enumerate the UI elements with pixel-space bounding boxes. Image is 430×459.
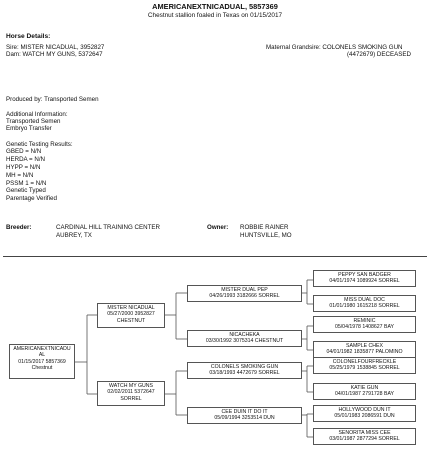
horse-date-reg: 01/01/1980 1615218 SORREL bbox=[329, 303, 400, 310]
pedigree-dam-sire bbox=[187, 362, 302, 379]
genetic-result: Genetic Typed bbox=[6, 187, 46, 194]
horse-subtitle: Chestnut stallion foaled in Texas on 01/15/2017 bbox=[147, 12, 283, 19]
horse-name: COLONELS SMOKING GUN bbox=[210, 364, 279, 370]
pedigree-great-grandparent bbox=[313, 405, 416, 422]
breeder-location: AUBREY, TX bbox=[56, 232, 92, 239]
pedigree-sire-sire bbox=[187, 285, 302, 302]
horse-name: REMINIC bbox=[353, 318, 376, 324]
horse-date-reg: 05/01/1983 2086591 DUN bbox=[334, 413, 395, 420]
owner-label: Owner: bbox=[207, 224, 229, 231]
pedigree-great-grandparent bbox=[313, 341, 416, 358]
horse-name: HOLLYWOOD DUN IT bbox=[338, 407, 391, 413]
pedigree-great-grandparent bbox=[313, 316, 416, 333]
additional-info-heading: Additional Information: bbox=[6, 111, 68, 118]
horse-date-reg: 03/01/1987 2877294 SORREL bbox=[329, 436, 400, 443]
pedigree-subject bbox=[9, 344, 75, 379]
horse-name: NICACHEKA bbox=[229, 332, 260, 338]
pedigree-great-grandparent bbox=[313, 428, 416, 445]
horse-date-reg: 05/09/1994 3253514 DUN bbox=[214, 415, 275, 422]
horse-name: WATCH MY GUNS bbox=[109, 383, 153, 389]
horse-color: SORREL bbox=[120, 395, 142, 402]
horse-name-cont: AL bbox=[38, 352, 46, 359]
horse-name: KATIE GUN bbox=[350, 385, 379, 391]
horse-date-reg: 04/26/1993 3182666 SORREL bbox=[209, 293, 280, 300]
maternal-grandsire-line: Maternal Grandsire: COLONELS SMOKING GUN bbox=[266, 44, 403, 51]
horse-date-reg: 05/04/1978 1408627 BAY bbox=[334, 324, 395, 331]
horse-date-reg: 02/02/2011 5372647 bbox=[107, 389, 155, 396]
owner-location: HUNTSVILLE, MO bbox=[240, 232, 292, 239]
additional-info-item: Transported Semen bbox=[6, 118, 61, 125]
genetic-testing-heading: Genetic Testing Results: bbox=[6, 141, 73, 148]
horse-name: SENORITA MISS CEE bbox=[338, 430, 391, 436]
horse-name: MISTER NICADUAL bbox=[107, 305, 155, 311]
horse-name: PEPPY SAN BADGER bbox=[338, 272, 391, 278]
pedigree-great-grandparent bbox=[313, 357, 416, 374]
horse-date-reg: 05/25/1979 1538845 SORREL bbox=[329, 365, 400, 372]
horse-name: AMERICANEXTNICADU bbox=[13, 346, 71, 352]
additional-info-item: Embryo Transfer bbox=[6, 125, 52, 132]
horse-name: CEE DUIN IT DO IT bbox=[221, 409, 268, 415]
maternal-grandsire-status: (4472679) DECEASED bbox=[347, 51, 411, 58]
horse-color: Chestnut bbox=[31, 365, 53, 372]
horse-name: MISTER DUAL PEP bbox=[221, 287, 268, 293]
pedigree-great-grandparent bbox=[313, 270, 416, 287]
horse-date-reg: 03/18/1993 4472679 SORREL bbox=[209, 370, 280, 377]
horse-date-reg: 05/27/2000 3952827 bbox=[107, 311, 155, 318]
breeder-label: Breeder: bbox=[6, 224, 32, 231]
horse-color: CHESTNUT bbox=[116, 317, 146, 324]
horse-name: COLONELFOURFRECKLE bbox=[332, 359, 397, 365]
dam-line: Dam: WATCH MY GUNS, 5372647 bbox=[6, 51, 103, 58]
horse-name: SAMPLE CHEX bbox=[346, 343, 383, 349]
pedigree-dam-dam bbox=[187, 407, 302, 424]
pedigree-great-grandparent bbox=[313, 295, 416, 312]
produced-by: Produced by: Transported Semen bbox=[6, 96, 99, 103]
genetic-result: GBED = N/N bbox=[6, 148, 42, 155]
genetic-result: MH = N/N bbox=[6, 172, 34, 179]
pedigree-sire-dam bbox=[187, 330, 302, 347]
horse-date-reg: 04/01/1982 1835877 PALOMINO bbox=[326, 349, 403, 356]
owner-name: ROBBIE RAINER bbox=[240, 224, 289, 231]
genetic-result: Parentage Verified bbox=[6, 195, 57, 202]
genetic-result: PSSM 1 = N/N bbox=[6, 180, 47, 187]
pedigree-sire bbox=[97, 303, 165, 328]
horse-date-reg: 04/01/1974 1089924 SORREL bbox=[329, 278, 400, 285]
genetic-result: HYPP = N/N bbox=[6, 164, 41, 171]
pedigree-great-grandparent bbox=[313, 383, 416, 400]
sire-line: Sire: MISTER NICADUAL, 3952827 bbox=[6, 44, 105, 51]
horse-details-heading: Horse Details: bbox=[6, 33, 51, 40]
pedigree-dam bbox=[97, 381, 165, 406]
horse-name: MISS DUAL DOC bbox=[344, 297, 385, 303]
horse-date-reg: 04/01/1987 2791728 BAY bbox=[334, 391, 395, 398]
genetic-result: HERDA = N/N bbox=[6, 156, 46, 163]
horse-date-reg: 01/15/2017 5857369 bbox=[18, 358, 66, 365]
breeder-name: CARDINAL HILL TRAINING CENTER bbox=[56, 224, 160, 231]
horse-date-reg: 03/30/1992 3075314 CHESTNUT bbox=[205, 338, 284, 345]
horse-title: AMERICANEXTNICADUAL, 5857369 bbox=[152, 2, 278, 11]
